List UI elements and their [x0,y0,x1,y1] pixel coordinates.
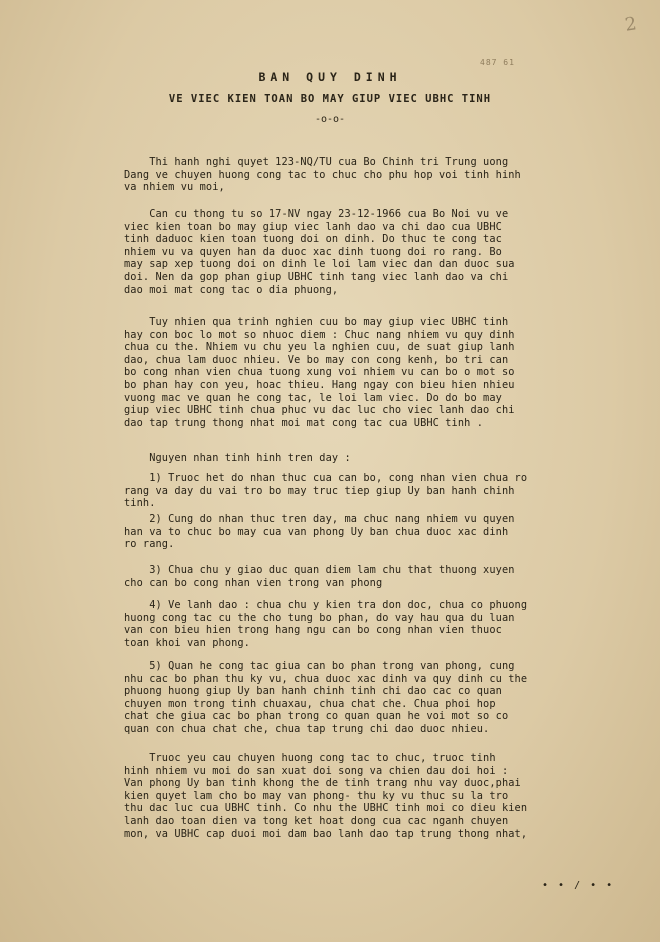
list-item-2: 2) Cung do nhan thuc tren day, ma chuc nang nhiem vu quyen han va to chuc bo may cua van phong Uy ban chua duoc xac dinh ro rang. [124,513,515,551]
title-separator: -o-o- [314,114,346,125]
list-item-1: 1) Truoc het do nhan thuc cua can bo, cong nhan vien chua ro rang va day du vai tro bo may truc tiep giup Uy ban hanh chinh tinh. [124,472,528,510]
paragraph-nguyen-nhan: Nguyen nhan tinh hinh tren day : [124,452,351,464]
paragraph-intro: Thi hanh nghi quyet 123-NQ/TU cua Bo Chinh tri Trung uong Dang ve chuyen huong cong tac to chuc cho phu hop voi tinh hinh va nhiem vu moi, [124,156,521,194]
list-item-4: 4) Ve lanh dao : chua chu y kien tra don doc, chua co phuong huong cong tac cu the cho tung bo phan, do vay hau qua du luan van con bieu hien trong hang ngu can bo cong nhan vien thuoc toan khoi van phong. [124,599,528,649]
paragraph-truoc-yeu-cau: Truoc yeu cau chuyen huong cong tac to chuc, truoc tinh hinh nhiem vu moi do san xuat doi song va chien dau doi hoi : Van phong Uy ban tinh khong the de tinh trang nhu vay duoc,phai kien quyet lam cho bo may van phong- thu ky vu thuc su la tro thu dac luc cua UBHC tinh. Co nhu the UBHC tinh moi co dieu kien lanh dao toan dien va tong ket hoat dong cua cac nganh chuyen mon, va UBHC cap duoi moi dam bao lanh dao tap trung thong nhat, [124,752,528,840]
document-subtitle: VE VIEC KIEN TOAN BO MAY GIUP VIEC UBHC TINH [168,93,492,105]
document-title: BAN QUY DINH [258,70,402,84]
list-item-3: 3) Chua chu y giao duc quan diem lam chu that thuong xuyen cho can bo cong nhan vien trong van phong [124,564,515,589]
footer-mark: • • / • • [542,880,615,891]
paragraph-tuy-nhien: Tuy nhien qua trinh nghien cuu bo may giup viec UBHC tinh hay con boc lo mot so nhuoc diem : Chuc nang nhiem vu quy dinh chua cu the. Nhiem vu chu yeu la nghien cuu, de suat giup lanh dao, chua lam duoc nhieu. Ve bo may con cong kenh, bo tri can bo cong nhan vien chua tuong xung voi nhiem vu can bo o mot so bo phan hay con yeu, hoac thieu. Hang ngay con bieu hien nhieu vuong mac ve quan he cong tac, le loi lam viec. Do do bo may giup viec UBHC tinh chua phuc vu dac luc cho viec lanh dao chi dao tap trung thong nhat moi mat cong tac cua UBHC tinh . [124,316,515,429]
faint-mark: 487 61 [480,58,515,67]
paragraph-can-cu: Can cu thong tu so 17-NV ngay 23-12-1966 cua Bo Noi vu ve viec kien toan bo may giup viec lanh dao va chi dao cua UBHC tinh daduoc kien toan tuong doi on dinh. Do thuc te cong tac nhiem vu va quyen han da duoc xac dinh tuong doi ro rang. Bo may sap xep tuong doi on dinh le loi lam viec dan dan duoc sua doi. Nen da gop phan giup UBHC tinh tang viec lanh dao va chi dao moi mat cong tac o dia phuong, [124,208,515,296]
page-number: 2 [623,13,638,36]
list-item-5: 5) Quan he cong tac giua can bo phan trong van phong, cung nhu cac bo phan thu ky vu, chua duoc xac dinh va quy dinh cu the phuong huong giup Uy ban hanh chinh tinh chi dao cac co quan chuyen mon trong tinh chuaxau, chua chat che. Chua phoi hop chat che giua cac bo phan trong co quan quan he voi mot so co quan con chua chat che, chua tap trung chi dao duoc nhieu. [124,660,528,735]
